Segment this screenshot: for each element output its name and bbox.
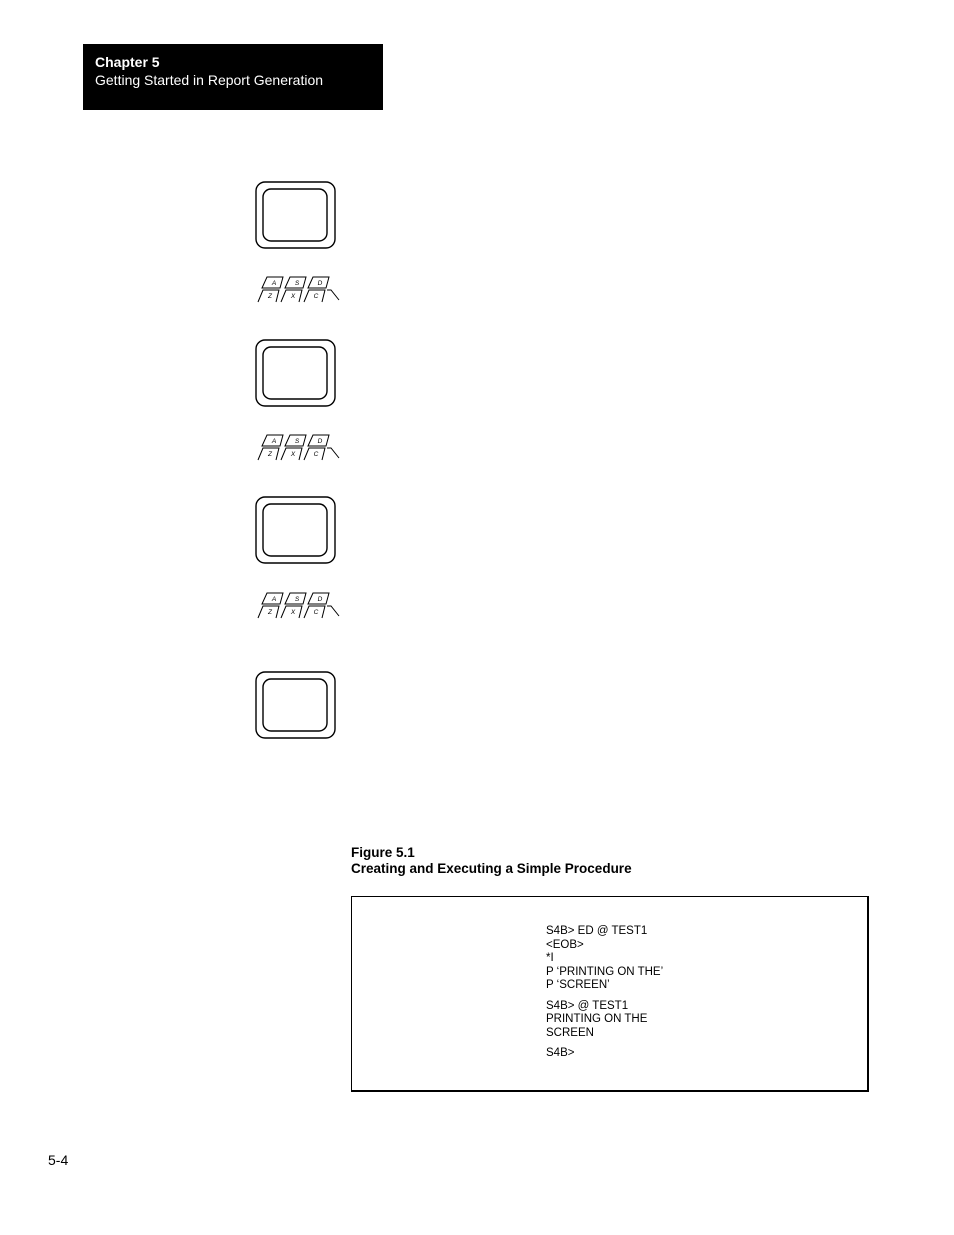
svg-text:A: A (271, 438, 277, 445)
monitor-icon (255, 181, 336, 249)
figure-caption (351, 845, 632, 877)
chapter-number: Chapter 5 (95, 54, 160, 70)
keyboard-icon (257, 274, 341, 304)
svg-text:X: X (290, 451, 296, 458)
listing-line: S4B> (546, 1047, 575, 1059)
listing-group (546, 1000, 663, 1041)
figure-title: Creating and Executing a Simple Procedure (351, 861, 632, 876)
svg-text:X: X (290, 609, 296, 616)
svg-text:D: D (317, 438, 323, 445)
svg-text:S: S (294, 596, 300, 603)
listing-line: P ‘SCREEN’ (546, 979, 610, 991)
chapter-title: Getting Started in Report Generation (95, 72, 324, 88)
monitor-icon (255, 496, 336, 564)
page-number: 5-4 (48, 1152, 69, 1168)
listing-line: PRINTING ON THE (546, 1013, 648, 1025)
svg-text:D: D (317, 280, 323, 287)
svg-text:C: C (313, 609, 319, 616)
terminal-listing (546, 925, 663, 1068)
keyboard-icon (257, 432, 341, 462)
listing-line: S4B> ED @ TEST1 (546, 925, 648, 937)
listing-group (546, 1047, 663, 1061)
svg-text:A: A (271, 596, 277, 603)
monitor-icon (255, 339, 336, 407)
listing-group (546, 925, 663, 993)
listing-line: *I (546, 952, 554, 964)
figure-number: Figure 5.1 (351, 845, 415, 860)
svg-text:C: C (313, 451, 319, 458)
svg-text:S: S (294, 438, 300, 445)
svg-text:Z: Z (268, 451, 272, 458)
svg-text:D: D (317, 596, 323, 603)
svg-text:S: S (294, 280, 300, 287)
svg-text:A: A (271, 280, 277, 287)
svg-text:Z: Z (268, 609, 272, 616)
chapter-header (83, 44, 383, 110)
svg-text:Z: Z (268, 293, 272, 300)
svg-text:C: C (313, 293, 319, 300)
listing-line: S4B> @ TEST1 (546, 999, 629, 1012)
keyboard-icon (257, 590, 341, 620)
svg-text:X: X (290, 293, 296, 300)
listing-line: <EOB> (546, 938, 584, 951)
listing-line: P ‘PRINTING ON THE’ (546, 965, 664, 978)
listing-line: SCREEN (546, 1026, 594, 1039)
monitor-icon (255, 671, 336, 739)
figure-box (351, 896, 869, 1092)
